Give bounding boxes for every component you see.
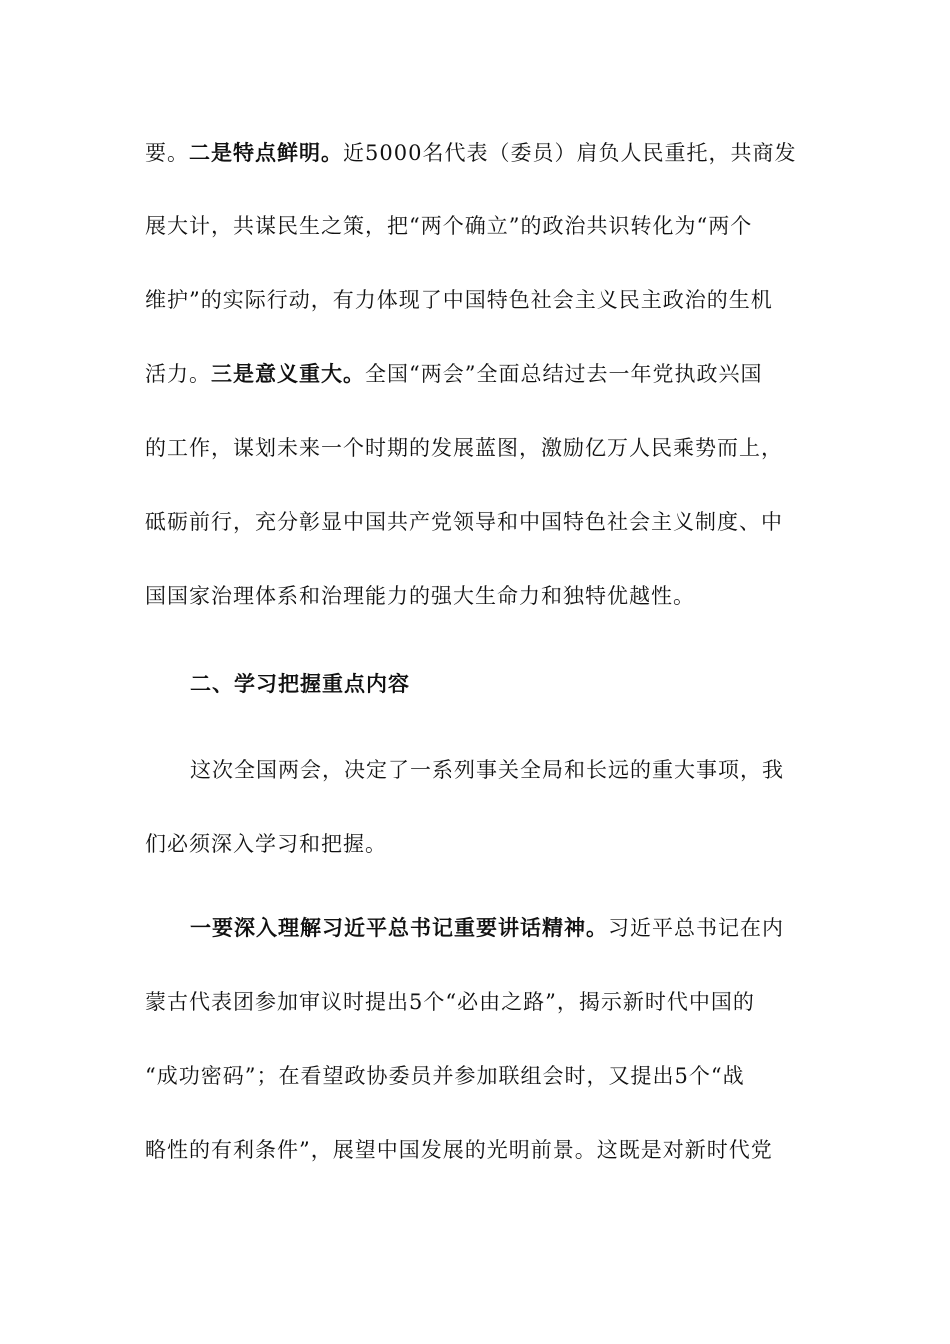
bold-lead-phrase: 一要深入理解习近平总书记重要讲话精神。 xyxy=(190,915,608,940)
text-span: 全国“两会”全面总结过去一年党执政兴国 xyxy=(365,362,763,386)
paragraph-line xyxy=(145,138,795,168)
paragraph-line: 展大计，共谋民生之策，把“两个确立”的政治共识转化为“两个 xyxy=(145,214,753,238)
text-span: 近5000名代表（委员）肩负人民重托，共商发 xyxy=(343,141,797,165)
paragraph-line: 蒙古代表团参加审议时提出5个“必由之路”，揭示新时代中国的 xyxy=(145,990,755,1014)
paragraph-line: 维护”的实际行动，有力体现了中国特色社会主义民主政治的生机 xyxy=(145,288,773,312)
paragraph-line: 略性的有利条件”，展望中国发展的光明前景。这既是对新时代党 xyxy=(145,1138,773,1162)
paragraph-line: 砥砺前行，充分彰显中国共产党领导和中国特色社会主义制度、中 xyxy=(145,510,783,534)
paragraph-line: 们必须深入学习和把握。 xyxy=(145,832,387,856)
paragraph-line: 这次全国两会，决定了一系列事关全局和长远的重大事项，我 xyxy=(190,758,784,782)
paragraph-line xyxy=(190,913,795,943)
paragraph-line: 国国家治理体系和治理能力的强大生命力和独特优越性。 xyxy=(145,584,695,608)
paragraph-line xyxy=(145,359,795,389)
text-span: 要。 xyxy=(145,141,189,165)
paragraph-line: 的工作，谋划未来一个时期的发展蓝图，激励亿万人民乘势而上， xyxy=(145,436,783,460)
text-span: 活力。 xyxy=(145,362,211,386)
bold-lead-phrase: 三是意义重大。 xyxy=(211,361,365,386)
paragraph-line: “成功密码”；在看望政协委员并参加联组会时，又提出5个“战 xyxy=(145,1064,745,1088)
bold-lead-phrase: 二是特点鲜明。 xyxy=(189,140,343,165)
section-heading: 二、学习把握重点内容 xyxy=(190,671,410,696)
text-span: 习近平总书记在内 xyxy=(608,916,784,940)
